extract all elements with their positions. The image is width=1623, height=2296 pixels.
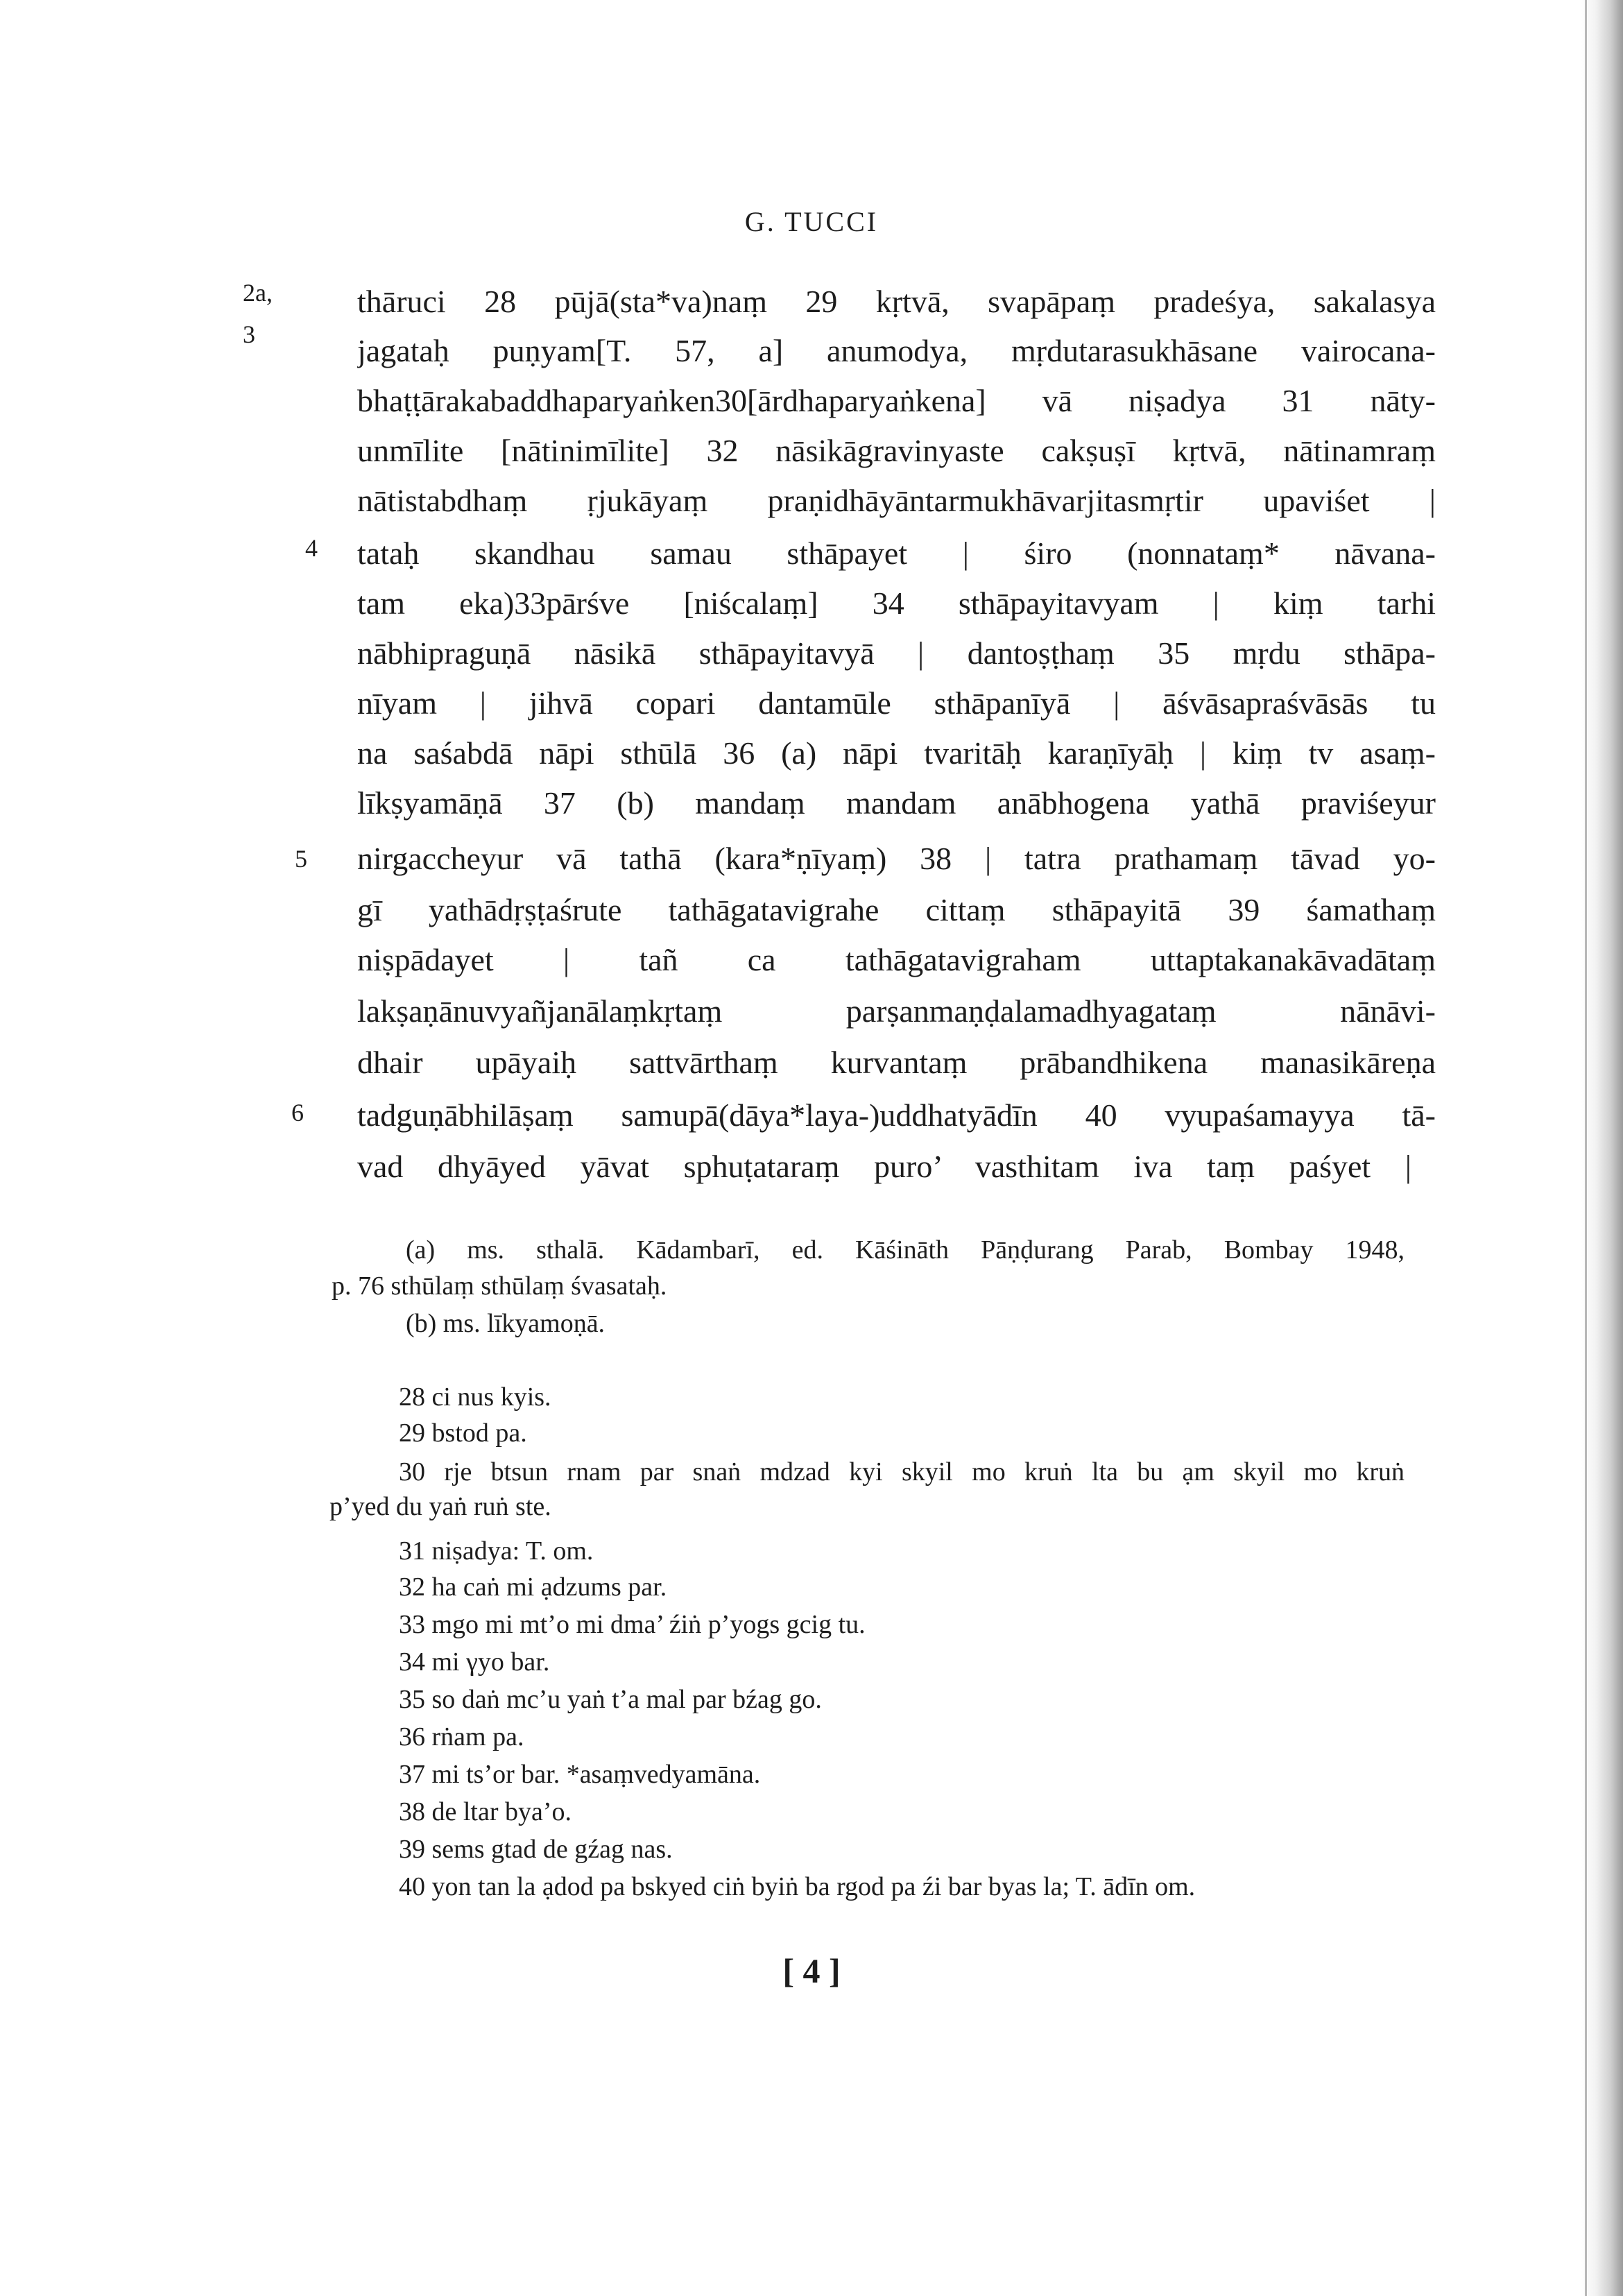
page-number: [ 4 ] bbox=[782, 1951, 841, 1990]
text-line: jagataḥ puṇyam[T. 57, a] anumodya, mṛdutarasukhāsane vairocana- bbox=[357, 333, 1436, 368]
text-line: niṣpādayet | tañ ca tathāgatavigraham uttaptakanakāvadātaṃ bbox=[357, 942, 1436, 977]
text-line: tataḥ skandhau samau sthāpayet | śiro (nonnataṃ* nāvana- bbox=[357, 536, 1436, 571]
text-line: tam eka)33pārśve [niścalaṃ] 34 sthāpayitavyam | kiṃ tarhi bbox=[357, 585, 1436, 621]
footnote: 39 sems gtad de gźag nas. bbox=[399, 1835, 673, 1864]
text-line: thāruci 28 pūjā(sta*va)naṃ 29 kṛtvā, svapāpaṃ pradeśya, sakalasya bbox=[357, 284, 1436, 319]
margin-number: 6 bbox=[291, 1099, 304, 1126]
footnote: 35 so daṅ mc’u yaṅ t’a mal par bźag go. bbox=[399, 1685, 822, 1714]
footnote: 36 rṅam pa. bbox=[399, 1722, 524, 1751]
running-head: G. TUCCI bbox=[744, 206, 879, 237]
text-line: līkṣyamāṇā 37 (b) mandaṃ mandam anābhogena yathā praviśeyur bbox=[357, 785, 1436, 821]
text-line: vad dhyāyed yāvat sphuṭataraṃ puro’ vasthitam iva taṃ paśyet | bbox=[357, 1149, 1411, 1184]
text-line: nirgaccheyur vā tathā (kara*ṇīyaṃ) 38 | tatra prathamaṃ tāvad yo- bbox=[357, 841, 1436, 876]
footnote: 29 bstod pa. bbox=[399, 1419, 527, 1448]
text-line: bhaṭṭārakabaddhaparyaṅken30[ārdhaparyaṅkena] vā niṣadya 31 nāty- bbox=[357, 383, 1436, 418]
footnote: 30 rje btsun rnam par snaṅ mdzad kyi skyil mo kruṅ lta bu ạm skyil mo kruṅ bbox=[399, 1457, 1405, 1487]
footnote: 38 de ltar bya’o. bbox=[399, 1797, 572, 1826]
margin-number: 2a, 3 bbox=[243, 279, 273, 348]
critical-note: (b) ms. līkyamoṇā. bbox=[406, 1309, 606, 1338]
text-line: unmīlite [nātinimīlite] 32 nāsikāgravinyaste cakṣuṣī kṛtvā, nātinamraṃ bbox=[357, 433, 1436, 468]
footnote: 33 mgo mi mt’o mi dma’ źiṅ p’yogs gcig tu. bbox=[399, 1610, 866, 1639]
critical-note: p. 76 sthūlaṃ sthūlaṃ śvasataḥ. bbox=[332, 1271, 667, 1301]
critical-note: (a) ms. sthalā. Kādambarī, ed. Kāśināth Pāṇḍurang Parab, Bombay 1948, bbox=[406, 1235, 1405, 1265]
footnote: 28 ci nus kyis. bbox=[399, 1382, 551, 1412]
text-line: lakṣaṇānuvyañjanālaṃkṛtaṃ parṣanmaṇḍalamadhyagataṃ nānāvi- bbox=[357, 993, 1436, 1029]
margin-number: 5 bbox=[295, 845, 307, 873]
footnote: 37 mi ts’or bar. *asaṃvedyamāna. bbox=[399, 1760, 761, 1789]
text-line: dhair upāyaiḥ sattvārthaṃ kurvantaṃ prābandhikena manasikāreṇa bbox=[357, 1045, 1436, 1080]
footnote: 34 mi γyo bar. bbox=[399, 1647, 550, 1677]
text-line: nātistabdhaṃ ṛjukāyaṃ praṇidhāyāntarmukhāvarjitasmṛtir upaviśet | bbox=[357, 483, 1436, 518]
text-line: nīyam | jihvā copari dantamūle sthāpanīyā | āśvāsapraśvāsās tu bbox=[357, 685, 1436, 721]
text-line: nābhipraguṇā nāsikā sthāpayitavyā | dantoṣṭhaṃ 35 mṛdu sthāpa- bbox=[357, 635, 1436, 671]
footnote: 32 ha caṅ mi ạdzums par. bbox=[399, 1573, 667, 1602]
text-line: gī yathādṛṣṭaśrute tathāgatavigrahe cittaṃ sthāpayitā 39 śamathaṃ bbox=[357, 892, 1436, 927]
margin-number: 4 bbox=[305, 534, 318, 562]
footnote: 31 niṣadya: T. om. bbox=[399, 1536, 594, 1566]
text-line: na saśabdā nāpi sthūlā 36 (a) nāpi tvaritāḥ karaṇīyāḥ | kiṃ tv asaṃ- bbox=[357, 735, 1436, 771]
footnote: p’yed du yaṅ ruṅ ste. bbox=[329, 1492, 551, 1521]
text-line: tadguṇābhilāṣaṃ samupā(dāya*laya-)uddhatyādīn 40 vyupaśamayya tā- bbox=[357, 1097, 1436, 1133]
footnote: 40 yon tan la ạdod pa bskyed ciṅ byiṅ ba rgod pa źi bar byas la; T. ādīn om. bbox=[399, 1872, 1196, 1901]
